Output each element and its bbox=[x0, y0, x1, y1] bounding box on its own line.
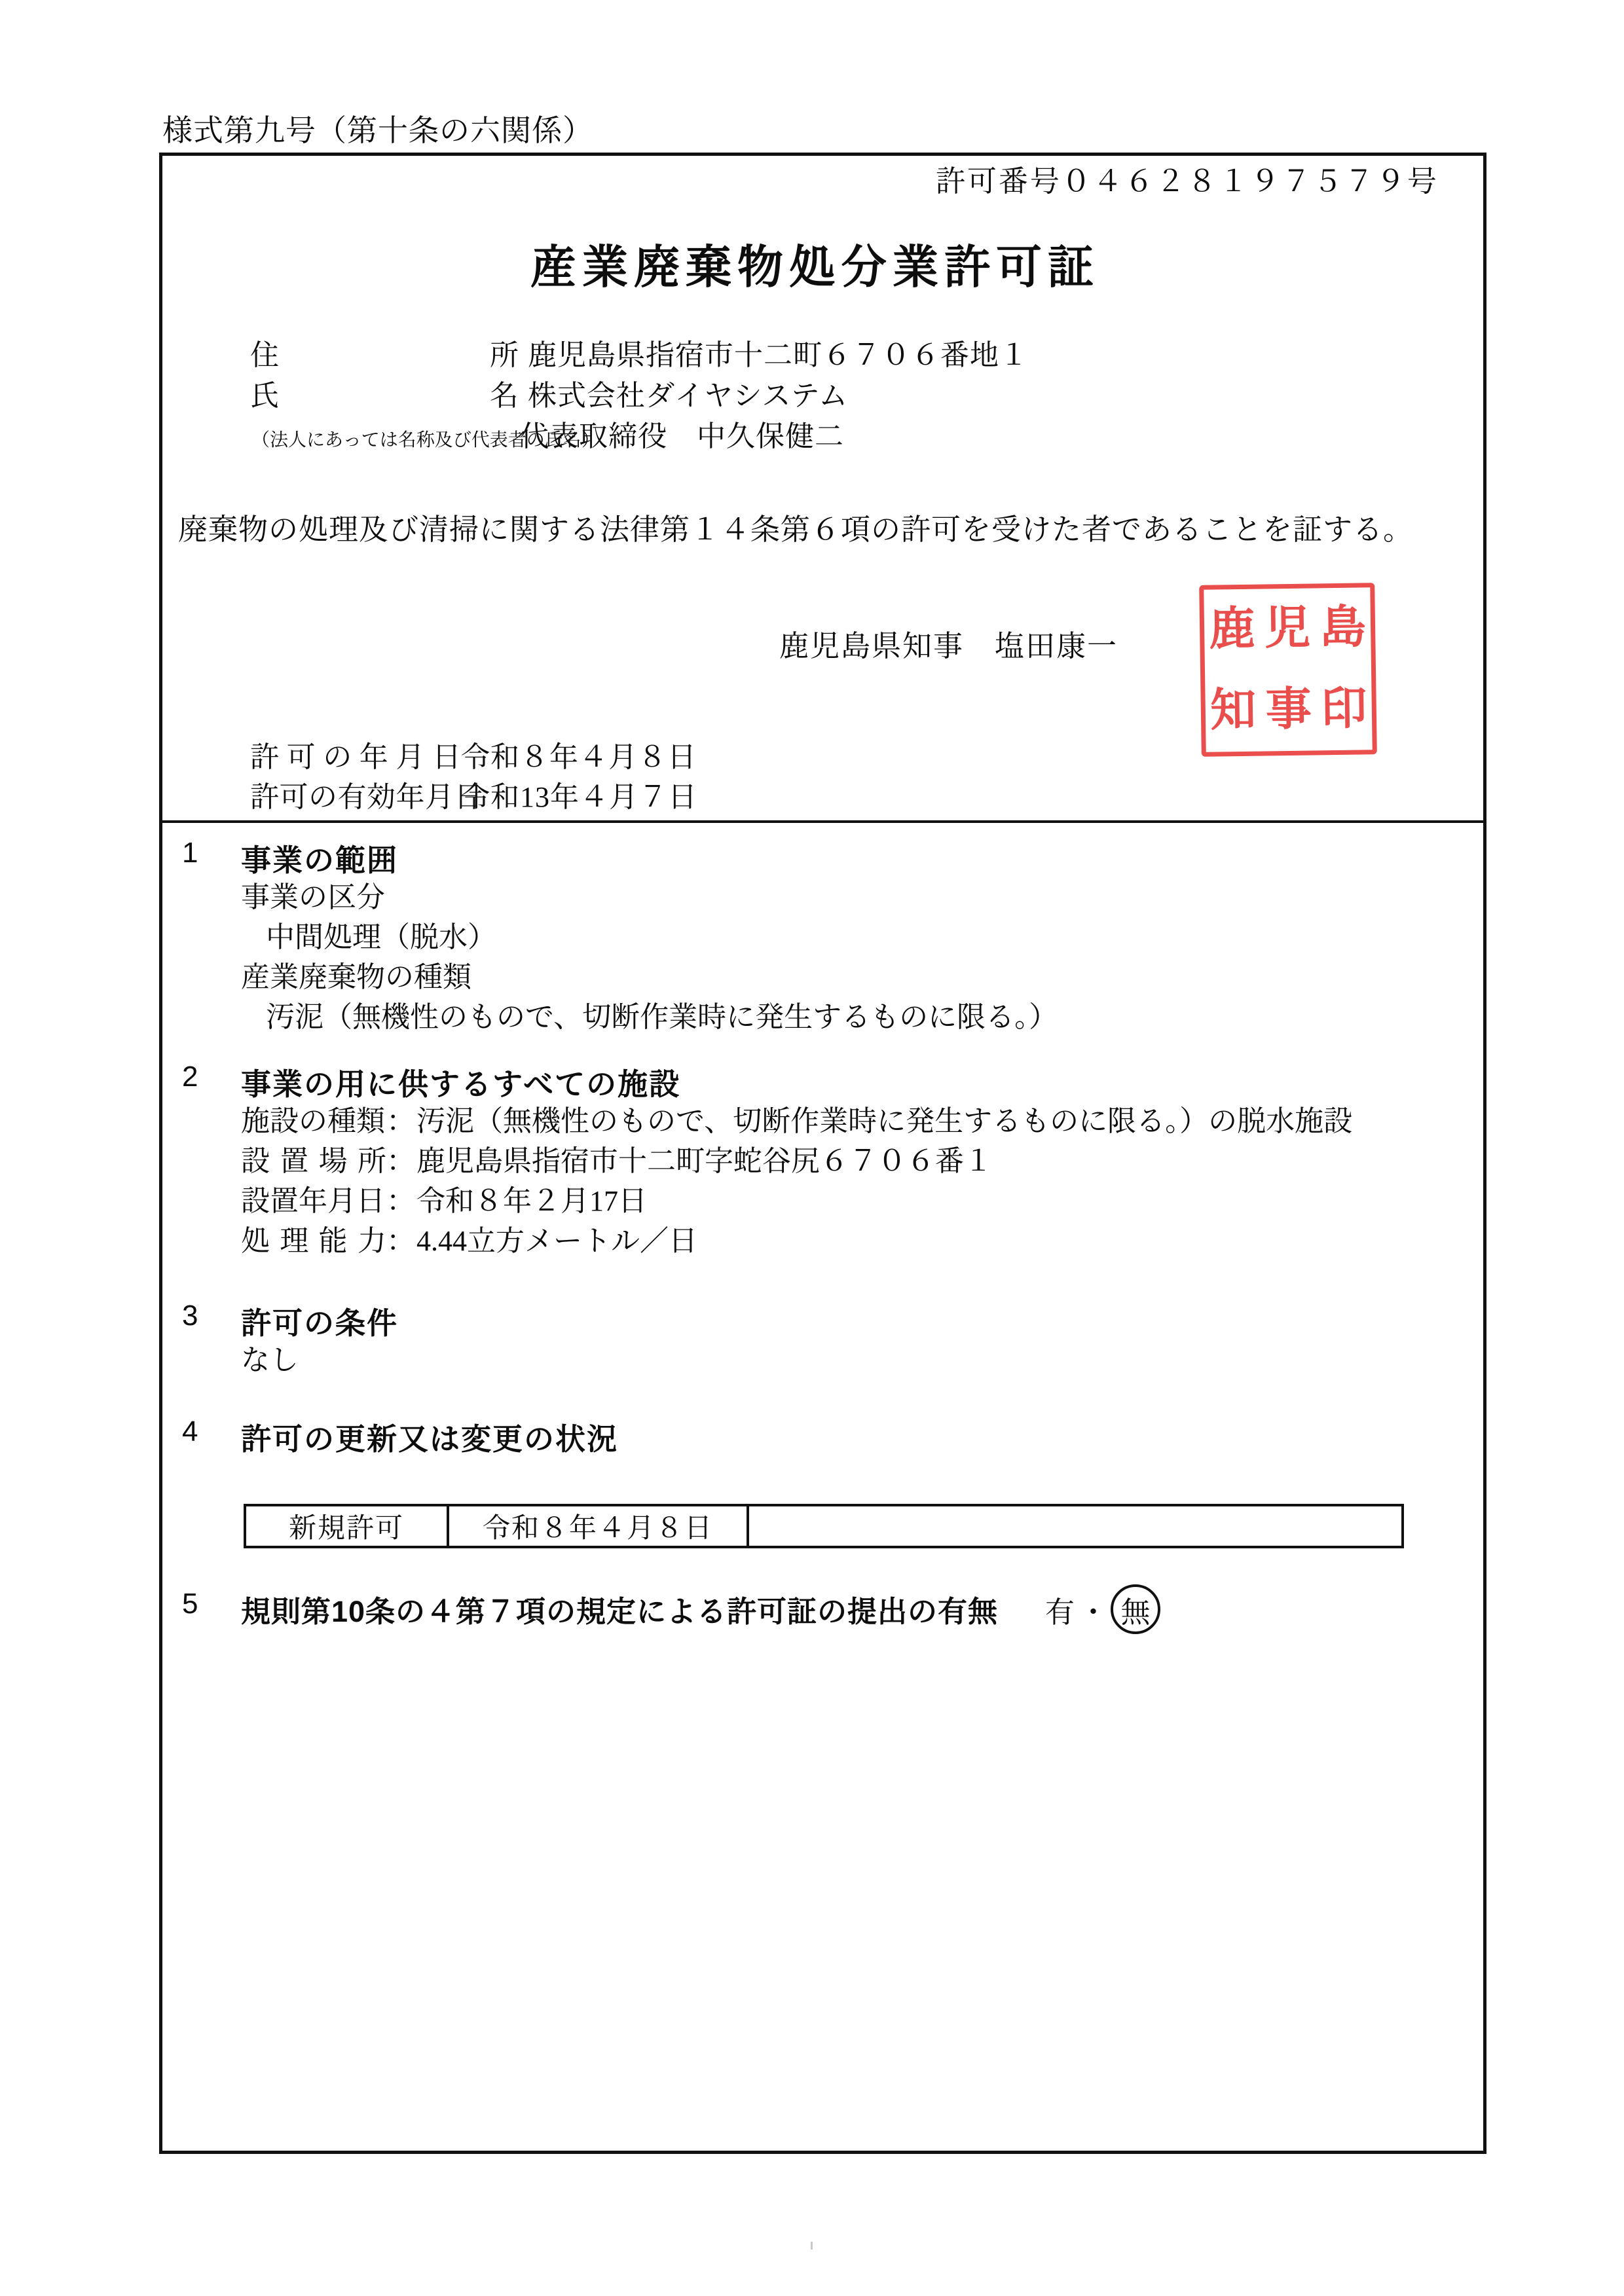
permit-dates-block bbox=[250, 737, 697, 817]
applicant-name-label bbox=[250, 376, 528, 416]
section-3-body bbox=[241, 1340, 299, 1380]
expiry-date-label: 許可の有効年月日 bbox=[250, 781, 483, 813]
choice-option-yes: 有 bbox=[1045, 1595, 1075, 1629]
submission-choice bbox=[1045, 1586, 1159, 1633]
applicant-address-value: 鹿児島県指宿市十二町６７０６番地１ bbox=[528, 339, 1029, 371]
section-5-number: 5 bbox=[182, 1588, 198, 1620]
business-category-value: 中間処理（脱水） bbox=[266, 921, 496, 953]
name-label-char-2: 名 bbox=[490, 380, 519, 412]
form-number: 様式第九号（第十条の六関係） bbox=[162, 114, 593, 147]
facility-type-label-char-4: 種 bbox=[327, 1105, 356, 1137]
seal-char-1: 鹿 bbox=[1208, 604, 1255, 655]
facility-location-colon: ： bbox=[386, 1145, 415, 1177]
facility-location-label bbox=[241, 1141, 386, 1181]
choice-separator: ・ bbox=[1079, 1595, 1109, 1629]
issue-label-char-2: 可 bbox=[286, 741, 316, 773]
conditions-value: なし bbox=[241, 1344, 299, 1376]
applicant-name-row bbox=[250, 376, 1029, 416]
capacity-value: 4.44立方メートル／日 bbox=[416, 1225, 697, 1257]
install-date-colon: ： bbox=[386, 1185, 415, 1217]
capacity-label-char-1: 処 bbox=[241, 1225, 270, 1257]
facility-type-row bbox=[241, 1101, 1352, 1141]
issue-label-char-6: 日 bbox=[432, 741, 461, 773]
address-label-char-1: 住 bbox=[250, 339, 279, 371]
facility-location-value: 鹿児島県指宿市十二町字蛇谷尻６７０６番１ bbox=[416, 1145, 993, 1177]
install-date-value: 令和８年２月17日 bbox=[416, 1185, 647, 1217]
location-label-char-2: 置 bbox=[280, 1145, 309, 1177]
scan-artifact bbox=[811, 2242, 813, 2250]
issue-date-value: 令和８年４月８日 bbox=[461, 741, 697, 773]
section-4-heading: 許可の更新又は変更の状況 bbox=[241, 1422, 618, 1456]
facility-type-colon: ： bbox=[386, 1105, 415, 1137]
section-1-heading: 事業の範囲 bbox=[241, 843, 398, 877]
facility-type-label-char-5: 類 bbox=[356, 1105, 385, 1137]
install-date-label: 設置年月日 bbox=[241, 1185, 385, 1217]
issue-label-char-5: 月 bbox=[396, 741, 425, 773]
choice-option-no-selected: 無 bbox=[1112, 1586, 1159, 1633]
section-2-body bbox=[241, 1101, 1352, 1261]
capacity-colon: ： bbox=[386, 1225, 415, 1257]
expiry-date-row bbox=[250, 777, 697, 817]
seal-char-6: 印 bbox=[1320, 683, 1368, 735]
location-label-char-4: 所 bbox=[357, 1145, 386, 1177]
governor-signature: 鹿児島県知事 塩田康一 bbox=[779, 630, 1118, 663]
install-date-row bbox=[241, 1181, 1352, 1221]
section-2-heading: 事業の用に供するすべての施設 bbox=[241, 1067, 681, 1101]
applicant-representative-row bbox=[250, 416, 1029, 461]
seal-char-2: 児 bbox=[1264, 603, 1311, 655]
section-1-body bbox=[241, 877, 1058, 1037]
issue-date-row bbox=[250, 737, 697, 777]
issue-label-char-1: 許 bbox=[250, 741, 279, 773]
facility-type-label bbox=[241, 1101, 386, 1141]
facility-type-label-char-3: の bbox=[299, 1105, 327, 1137]
renewal-row-type: 新規許可 bbox=[246, 1506, 449, 1546]
location-label-char-3: 場 bbox=[318, 1145, 348, 1177]
capacity-label-char-3: 能 bbox=[318, 1225, 348, 1257]
section-3-heading: 許可の条件 bbox=[241, 1306, 398, 1340]
renewal-row-date: 令和８年４月８日 bbox=[449, 1506, 749, 1546]
section-2-number: 2 bbox=[182, 1061, 198, 1093]
section-3-number: 3 bbox=[182, 1300, 198, 1332]
section-1-number: 1 bbox=[182, 837, 198, 869]
facility-type-label-char-2: 設 bbox=[270, 1105, 299, 1137]
applicant-address-row bbox=[250, 335, 1029, 376]
facility-location-row bbox=[241, 1141, 1352, 1181]
official-seal bbox=[1199, 583, 1377, 757]
name-label-char-1: 氏 bbox=[250, 380, 279, 412]
applicant-block bbox=[250, 335, 1029, 461]
capacity-label-char-4: 力 bbox=[357, 1225, 386, 1257]
facility-type-label-char-1: 施 bbox=[241, 1105, 270, 1137]
seal-char-4: 知 bbox=[1209, 685, 1257, 737]
applicant-address-label bbox=[250, 335, 528, 376]
expiry-date-value: 令和13年４月７日 bbox=[461, 781, 697, 813]
issue-label-char-3: の bbox=[323, 741, 352, 773]
page-title: 産業廃棄物処分業許可証 bbox=[530, 242, 1099, 293]
permit-number: 許可番号０４６２８１９７５７９号 bbox=[935, 165, 1439, 198]
address-label-char-2: 所 bbox=[490, 339, 519, 371]
capacity-label bbox=[241, 1221, 386, 1261]
waste-type-label: 産業廃棄物の種類 bbox=[241, 961, 471, 993]
facility-type-value: 汚泥（無機性のもので、切断作業時に発生するものに限る。）の脱水施設 bbox=[416, 1105, 1353, 1137]
issue-date-label bbox=[250, 737, 461, 777]
waste-type-value: 汚泥（無機性のもので、切断作業時に発生するものに限る。） bbox=[266, 1001, 1058, 1033]
section-5-heading: 規則第10条の４第７項の規定による許可証の提出の有無 bbox=[241, 1595, 999, 1628]
capacity-label-char-2: 理 bbox=[280, 1225, 309, 1257]
certification-statement: 廃棄物の処理及び清掃に関する法律第１４条第６項の許可を受けた者であることを証する。 bbox=[178, 513, 1414, 546]
applicant-name-value: 株式会社ダイヤシステム bbox=[528, 380, 849, 412]
seal-char-5: 事 bbox=[1265, 684, 1312, 736]
representative-value: 代表取締役 中久保健二 bbox=[520, 420, 844, 452]
seal-char-3: 島 bbox=[1320, 602, 1367, 654]
business-category-label: 事業の区分 bbox=[241, 881, 385, 913]
representative-note: （法人にあっては名称及び代表者の氏名） bbox=[251, 430, 600, 450]
renewal-row-note bbox=[749, 1506, 1401, 1546]
capacity-row bbox=[241, 1221, 1352, 1261]
frame-section-divider bbox=[159, 820, 1486, 823]
renewal-table bbox=[244, 1504, 1404, 1548]
location-label-char-1: 設 bbox=[241, 1145, 270, 1177]
issue-label-char-4: 年 bbox=[359, 741, 388, 773]
section-4-number: 4 bbox=[182, 1415, 198, 1448]
